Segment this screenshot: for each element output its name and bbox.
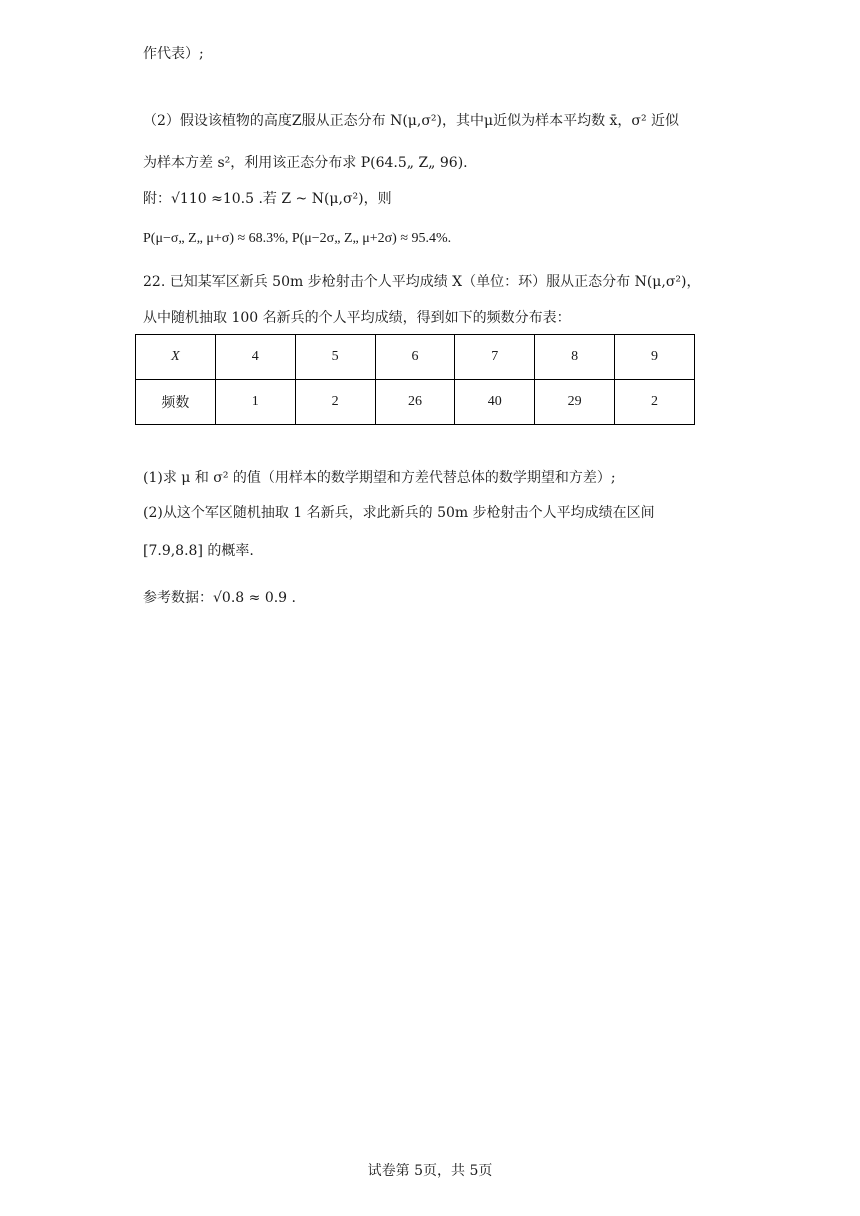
table-cell: 频数 (136, 380, 216, 425)
text-line-4: 附：√110 ≈10.5 .若 Z ~ N(μ,σ²)，则 (143, 191, 392, 207)
frequency-table (135, 334, 695, 425)
table-header-cell: 4 (215, 335, 295, 380)
table-cell: 26 (375, 380, 455, 425)
question-2-line-2: [7.9,8.8] 的概率. (143, 543, 254, 559)
table-header-cell: X (136, 335, 216, 380)
table-header-cell: 7 (455, 335, 535, 380)
text-line-1: 作代表）; (143, 46, 204, 62)
problem-22-line-1: 22. 已知某军区新兵 50m 步枪射击个人平均成绩 X（单位：环）服从正态分布 N(μ,σ²)， (143, 274, 701, 290)
problem-22-line-2: 从中随机抽取 100 名新兵的个人平均成绩，得到如下的频数分布表： (143, 310, 571, 326)
table-row (136, 380, 695, 425)
table-header-cell: 9 (615, 335, 695, 380)
table-cell: 1 (215, 380, 295, 425)
table-cell: 2 (615, 380, 695, 425)
table-header-cell: 6 (375, 335, 455, 380)
table-cell: 40 (455, 380, 535, 425)
table-cell: 29 (535, 380, 615, 425)
reference-data: 参考数据：√0.8 ≈ 0.9 . (143, 590, 296, 606)
question-1: (1)求 μ 和 σ² 的值（用样本的数学期望和方差代替总体的数学期望和方差）; (143, 470, 616, 486)
table-cell: 2 (295, 380, 375, 425)
table-header-cell: 8 (535, 335, 615, 380)
text-line-3: 为样本方差 s²，利用该正态分布求 P(64.5„ Z„ 96). (143, 155, 468, 171)
text-line-5: P(μ−σ„ Z„ μ+σ) ≈ 68.3%, P(μ−2σ„ Z„ μ+2σ) ≈ 95.4%. (143, 231, 452, 246)
table-row (136, 335, 695, 380)
table-header-cell: 5 (295, 335, 375, 380)
text-line-2: （2）假设该植物的高度Z服从正态分布 N(μ,σ²)，其中μ近似为样本平均数 x̄，σ² 近似 (143, 113, 680, 129)
page-footer: 试卷第 5页，共 5页 (367, 1163, 493, 1179)
question-2-line-1: (2)从这个军区随机抽取 1 名新兵，求此新兵的 50m 步枪射击个人平均成绩在区间 (143, 505, 655, 521)
